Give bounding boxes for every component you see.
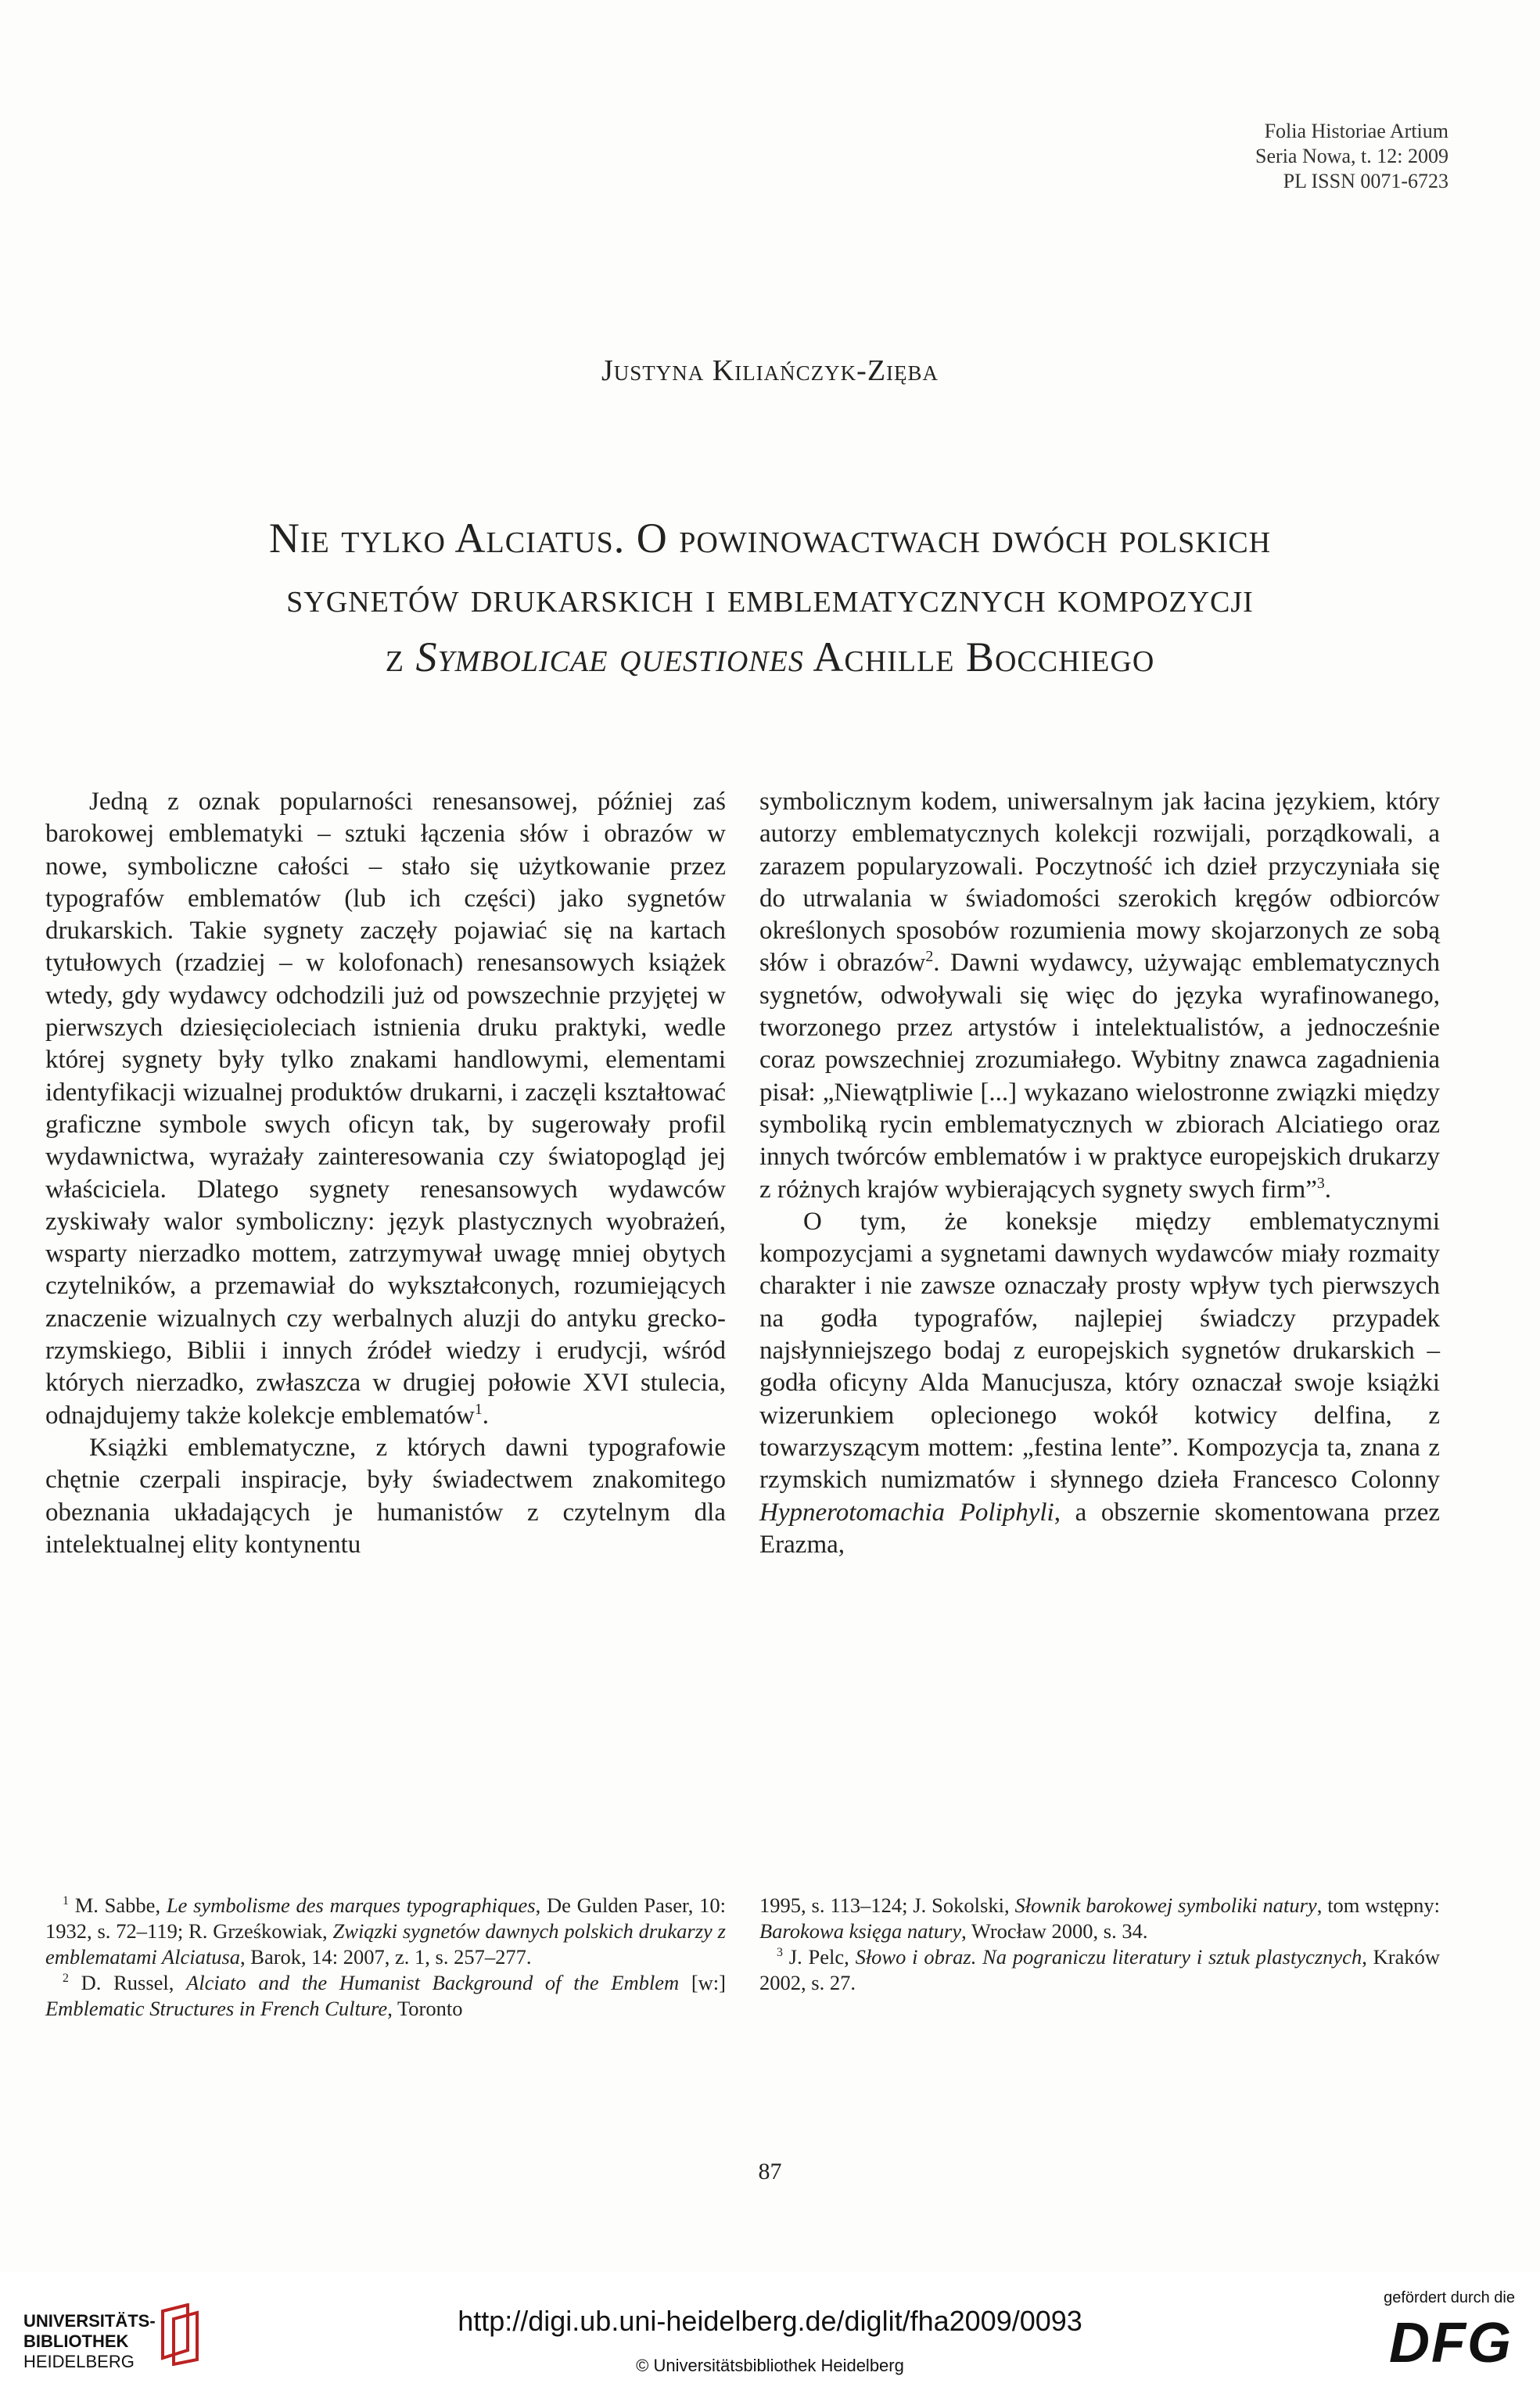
funding-note: gefördert durch die — [1384, 2289, 1515, 2306]
author-name: Justyna Kiliańczyk-Zięba — [601, 354, 939, 387]
paragraph: Książki emblematyczne, z których dawni typografowie chętnie czerpali inspiracje, były świadectwem znakomitego obeznania układających je humanistów z czytelnym dla intelektualnej elity kontynentu — [45, 1433, 726, 1559]
footnotes-right — [759, 1893, 1440, 1996]
footnote-text: , Wrocław 2000, s. 34. — [961, 1919, 1148, 1943]
journal-series: Seria Nowa, t. 12: 2009 — [1255, 145, 1448, 167]
footnote — [759, 1944, 1440, 1996]
title-line-2: sygnetów drukarskich i emblematycznych kompozycji — [286, 574, 1254, 621]
footnote-italic: Alciato and the Humanist Background of the Emblem — [186, 1971, 680, 1994]
footnote-text: , Kraków 2002, s. 27. — [759, 1945, 1440, 1994]
paragraph-end: . — [482, 1401, 490, 1430]
footnote — [45, 1970, 726, 2022]
footnote-text: , De Gulden Paser, 10: 1932, s. 72–119; R. Grześkowiak, — [45, 1893, 726, 1943]
journal-name: Folia Historiae Artium — [1264, 120, 1448, 142]
footnote-italic: Emblematic Structures in French Culture — [45, 1997, 388, 2020]
paragraph-text: , a obszernie skomentowana przez Erazma, — [759, 1498, 1440, 1559]
footnote-italic: Słownik barokowej symboliki natury — [1014, 1893, 1317, 1917]
journal-issn: PL ISSN 0071-6723 — [1283, 170, 1448, 192]
left-column — [45, 786, 726, 1561]
footnote-number: 3 — [777, 1946, 783, 1960]
footnote-text: J. Pelc, — [782, 1945, 856, 1969]
footnote-text: [w:] — [679, 1971, 726, 1994]
title-line-3-pre: z — [385, 633, 416, 680]
footnote-text: , Barok, 14: 2007, z. 1, s. 257–277. — [240, 1945, 532, 1969]
page-number: 87 — [758, 2159, 782, 2184]
paragraph — [759, 786, 1440, 1206]
footnote-ref[interactable]: 2 — [925, 948, 934, 966]
right-column — [759, 786, 1440, 1561]
footnote-text: D. Russel, — [68, 1971, 187, 1994]
italic-title: Hypnerotomachia Poliphyli — [759, 1498, 1054, 1527]
title-line-3 — [78, 627, 1462, 687]
title-line-1: Nie tylko Alciatus. O powinowactwach dwóch polskich — [268, 515, 1272, 562]
document-url-link[interactable]: http://digi.ub.uni-heidelberg.de/diglit/fha2009/0093 — [458, 2305, 1082, 2337]
footnote-italic: Barokowa księga natury — [759, 1919, 962, 1943]
article-title — [78, 508, 1462, 687]
footnote-text: 1995, s. 113–124; J. Sokolski, — [759, 1893, 1015, 1917]
paragraph-text: symbolicznym kodem, uniwersalnym jak łacina językiem, który autorzy emblematycznych kolekcji rozwijali, porządkowali, a zarazem popularyzowali. Poczytność ich dzieł przyczyniała się do utrwalania w świadomości szerokich kręgów odbiorców określonych sposobów rozumienia mowy skojarzonych ze sobą słów i obrazów — [759, 788, 1440, 978]
title-line-3-post: Achille Bocchiego — [803, 633, 1155, 680]
footnote-italic: Le symbolisme des marques typographiques — [166, 1893, 536, 1917]
footnote-text: , Toronto — [387, 1997, 463, 2020]
paragraph — [759, 1206, 1440, 1561]
footnote-italic: Związki sygnetów dawnych polskich drukarzy z emblematami Alciatusa — [45, 1919, 726, 1969]
library-name-line: HEIDELBERG — [23, 2352, 135, 2371]
paragraph — [45, 786, 726, 1432]
footnote — [759, 1893, 1440, 1944]
footnote-number: 1 — [63, 1894, 69, 1908]
footnotes-left — [45, 1893, 726, 2022]
footnote — [45, 1893, 726, 1970]
paragraph-text: O tym, że koneksje między emblematycznymi kompozycjami a sygnetami dawnych wydawców miały rozmaity charakter i nie zawsze oznaczały prosty wpływ tych pierwszych na godła typografów, najlepiej świadczy przypadek najsłynniejszego bodaj z europejskich sygnetów drukarskich – godła oficyny Alda Manucjusza, który oznaczał swoje książki wizerunkiem oplecionego wokół kotwicy delfina, z towarzyszącym mottem: „festina lente”. Kompozycja ta, znana z rzymskich numizmatów i słynnego dzieła Francesco Colonny — [759, 1207, 1440, 1495]
footnote-ref[interactable]: 3 — [1316, 1174, 1325, 1192]
library-name-line: UNIVERSITÄTS- — [23, 2311, 156, 2331]
title-line-3-italic: Symbolicae questiones — [415, 633, 804, 680]
dfg-logo[interactable]: DFG — [1389, 2312, 1513, 2374]
library-name-line: BIBLIOTHEK — [23, 2331, 129, 2351]
footnote-text: M. Sabbe, — [68, 1893, 167, 1917]
journal-info — [1255, 119, 1448, 194]
copyright-text: © Universitätsbibliothek Heidelberg — [636, 2356, 904, 2375]
footnote-italic: Słowo i obraz. Na pograniczu literatury i sztuk plastycznych — [855, 1945, 1362, 1969]
paragraph-end: . — [1324, 1175, 1332, 1204]
footer-bar — [0, 2272, 1540, 2394]
paragraph-text: Jedną z oznak popularności renesansowej, później zaś barokowej emblematyki – sztuki łączenia słów i obrazów w nowe, symboliczne całości – stało się użytkowanie przez typografów emblematów (lub ich części) jako sygnetów drukarskich. Takie sygnety zaczęły pojawiać się na kartach tytułowych (rzadziej – w kolofonach) renesansowych książek wtedy, gdy wydawcy odchodzili już od powszechnie przyjętej w pierwszych dziesięcioleciach istnienia druku praktyki, wedle której sygnety były tylko znakami handlowymi, elementami identyfikacji wizualnej produktów drukarni, i zaczęli kształtować graficzne symbole swych oficyn tak, by sugerowały profil wydawnictwa, wyrażały zainteresowania czy światopogląd jej właściciela. Dlatego sygnety renesansowych wydawców zyskiwały walor symboliczny: język plastycznych wyobrażeń, wsparty nierzadko mottem, zatrzymywał uwagę mniej obytych czytelników, a przemawiał do wykształconych, rozumiejących znaczenie wizualnych czy werbalnych aluzji do antyku grecko-rzymskiego, Biblii i innych źródeł wiedzy i erudycji, wśród których nierzadko, zwłaszcza w drugiej połowie XVI stulecia, odnajdujemy także kolekcje emblematów — [45, 788, 726, 1430]
footnote-ref[interactable]: 1 — [474, 1400, 483, 1418]
paragraph-text: . Dawni wydawcy, używając emblematycznych sygnetów, odwoływali się więc do języka wyrafinowanego, tworzonego przez artystów i intelektualistów, a jednocześnie coraz powszechniej zrozumiałego. Wybitny znawca zagadnienia pisał: „Niewątpliwie [...] wykazano wielostronne związki między symboliką rycin emblematycznych w zbiorach Alciatiego oraz innych twórców emblematów i w praktyce europejskich drukarzy z różnych krajów wybierających sygnety swych firm” — [759, 949, 1440, 1204]
footnote-number: 2 — [63, 1972, 69, 1986]
footnote-text: , tom wstępny: — [1316, 1893, 1440, 1917]
